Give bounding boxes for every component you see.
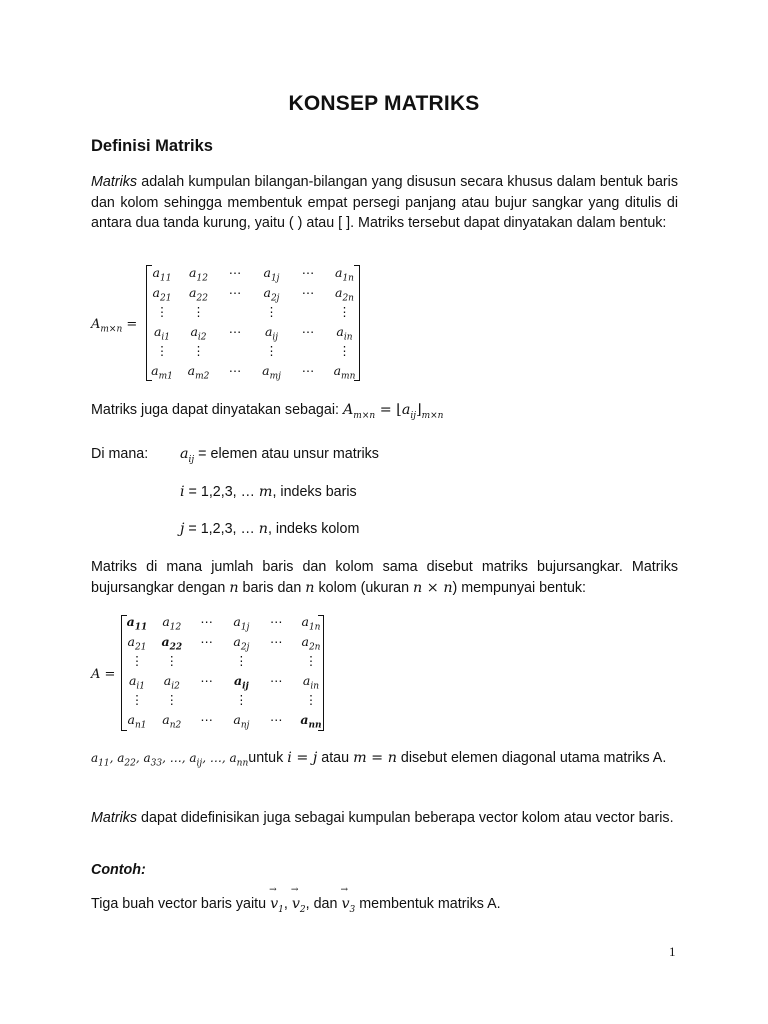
matrix-1-cell-3-4: ⋯ [301,323,315,339]
matrix-1-cell-1-2: ⋯ [228,284,242,300]
matrix-2-cell-5-2: ⋯ [200,711,213,727]
matrix-2-cell-0-5: $a_{1n}$ [301,614,321,633]
where-line-2: i = 1,2,3, … m, indeks baris [180,484,357,500]
matrix-1-cell-4-5: ⋮ [338,343,351,358]
matrix-1-cell-5-5: $a_{mn}$ [333,362,356,381]
matrix-1-cell-1-1: $a_{22}$ [189,284,208,303]
matrix-2-cell-4-3: ⋮ [235,692,248,707]
matrix-1-cell-2-0: ⋮ [155,304,169,319]
matrix-2-cell-5-0: $a_{n1}$ [127,711,147,730]
matrix-2-cell-5-4: ⋯ [269,711,283,727]
matrix-2-cell-4-1: ⋮ [165,692,179,707]
intro-text: adalah kumpulan bilangan-bilangan yang disusun secara khusus dalam bentuk baris dan kolom sehingga membentuk empat persegi panjang atau bujur sangkar yang ditulis di antara dua tanda kurung, yaitu ( ) atau [ ]. Matriks tersebut dapat dinyatakan dalam bentuk: [91,174,678,231]
where-line-3: j = 1,2,3, … n, indeks kolom [180,521,360,537]
vector-v3: v → $_3$ [340,885,356,915]
matrix-2-cell-2-0: ⋮ [130,653,144,668]
matrix-2-cell-0-2: ⋯ [200,614,213,629]
matrix-2-cell-3-0: $a_{i1}$ [128,672,146,691]
page-number: 1 [669,944,676,959]
matrix-2-cell-5-5: $a_{nn}$ [300,711,322,730]
matrix-1-cell-2-1: ⋮ [192,304,205,319]
matrix-1-cell-1-0: $a_{21}$ [152,284,172,303]
where-label: Di mana: [91,446,149,462]
where-line-1: $a_{ij}$ = elemen atau unsur matriks [180,446,379,465]
matrix-1-cell-2-3: ⋮ [265,304,278,319]
matrix-1-cell-5-2: ⋯ [228,362,242,378]
matrix-2-cell-0-4: ⋯ [269,614,283,629]
matrix-2-cell-3-4: ⋯ [269,672,283,688]
matrix-2-cell-3-1: $a_{i2}$ [163,672,180,691]
matrix-2-cell-3-5: $a_{in}$ [302,672,320,691]
example-text: Tiga buah vector baris yaitu v → $_1$, v → $_2$, dan v → $_3$ membentuk matriks A. [91,885,501,915]
square-paragraph: Matriks di mana jumlah baris dan kolom sama disebut matriks bujursangkar. Matriks bujursangkar dengan n baris dan n kolom (ukuran n × n) mempunyai bentuk: [91,559,678,596]
matrix-1-cell-0-1: $a_{12}$ [189,265,208,284]
matrix-2-cell-2-3: ⋮ [235,653,248,668]
matrix-2-cell-4-5: ⋮ [304,692,318,707]
matrix-1-cell-3-5: $a_{in}$ [336,323,353,342]
matrix-2-lhs: A = [91,667,116,682]
alt-notation: Matriks juga dapat dinyatakan sebagai: $A_{m\times n}$ = $⌊a_{ij}⌋_{m\times n}$ [91,402,444,421]
matrix-1-cell-0-5: $a_{1n}$ [335,265,354,284]
definition-2-paragraph: Matriks dapat didefinisikan juga sebagai kumpulan beberapa vector kolom atau vector baris. [91,810,674,826]
diagonal-paragraph: $a_{11}$, $a_{22}$, $a_{33}$, …, $a_{ij}$, …, $a_{nn}untuk$ i = j atau m = n disebut elemen diagonal utama matriks A. [91,750,667,769]
diagonal-list: $a_{11}$, $a_{22}$, $a_{33}$, …, $a_{ij}$, …, $a_{nn}$ [91,751,249,769]
matrix-2-cell-3-2: ⋯ [200,672,213,688]
matrix-1-cell-3-0: $a_{i1}$ [153,323,171,342]
matrix-1-lhs: $A_{m\times n}$ = [91,317,138,335]
matrix-1-cell-1-3: $a_{2j}$ [263,284,280,303]
matrix-1-cell-5-1: $a_{m2}$ [187,362,210,381]
matrix-2-cell-3-3: $a_{ij}$ [233,672,249,691]
matrix-2-cell-0-0: $a_{11}$ [126,614,148,633]
vector-v1: v → $_1$ [269,885,284,915]
section-heading: Definisi Matriks [91,137,213,155]
matrix-1-cell-4-0: ⋮ [155,343,169,358]
matrix-1-cell-3-3: $a_{ij}$ [264,323,279,342]
matrix-2-cell-5-1: $a_{n2}$ [162,711,182,730]
matrix-2-cell-2-1: ⋮ [165,653,179,668]
matrix-1-cell-5-3: $a_{mj}$ [262,362,281,381]
intro-italic-word: Matriks [91,174,138,190]
matrix-2-cell-1-5: $a_{2n}$ [301,633,321,652]
matrix-2-cell-1-0: $a_{21}$ [127,633,147,652]
vector-v2: v → $_2$ [290,885,306,915]
matrix-1-cell-1-5: $a_{2n}$ [335,284,354,303]
page-title: KONSEP MATRIKS [288,92,480,115]
matrix-1-cell-3-2: ⋯ [228,323,242,339]
matrix-1-cell-3-1: $a_{i2}$ [190,323,207,342]
matrix-1-cell-5-4: ⋯ [301,362,315,378]
matrix-1-cell-0-4: ⋯ [301,265,315,280]
intro-paragraph [91,172,678,234]
def2-italic-word: Matriks [91,810,138,826]
matrix-2-cell-0-3: $a_{1j}$ [233,614,250,633]
matrix-2-cell-1-4: ⋯ [269,633,283,649]
matrix-2-cell-1-2: ⋯ [200,633,213,649]
matrix-1-cell-4-3: ⋮ [265,343,278,358]
matrix-1-cell-0-2: ⋯ [228,265,242,280]
matrix-2-cell-4-0: ⋮ [130,692,144,707]
matrix-2-cell-2-5: ⋮ [304,653,318,668]
matrix-1-cell-0-3: $a_{1j}$ [263,265,280,284]
example-label: Contoh: [91,862,146,878]
matrix-1-cell-0-0: $a_{11}$ [152,265,172,284]
matrix-1-cell-1-4: ⋯ [301,284,315,300]
matrix-1-cell-5-0: $a_{m1}$ [151,362,173,381]
matrix-2-cell-1-1: $a_{22}$ [161,633,183,652]
matrix-2-cell-0-1: $a_{12}$ [162,614,182,633]
matrix-2-cell-5-3: $a_{nj}$ [233,711,250,730]
matrix-1-cell-4-1: ⋮ [192,343,205,358]
matrix-1-cell-2-5: ⋮ [338,304,351,319]
matrix-2-cell-1-3: $a_{2j}$ [233,633,250,652]
